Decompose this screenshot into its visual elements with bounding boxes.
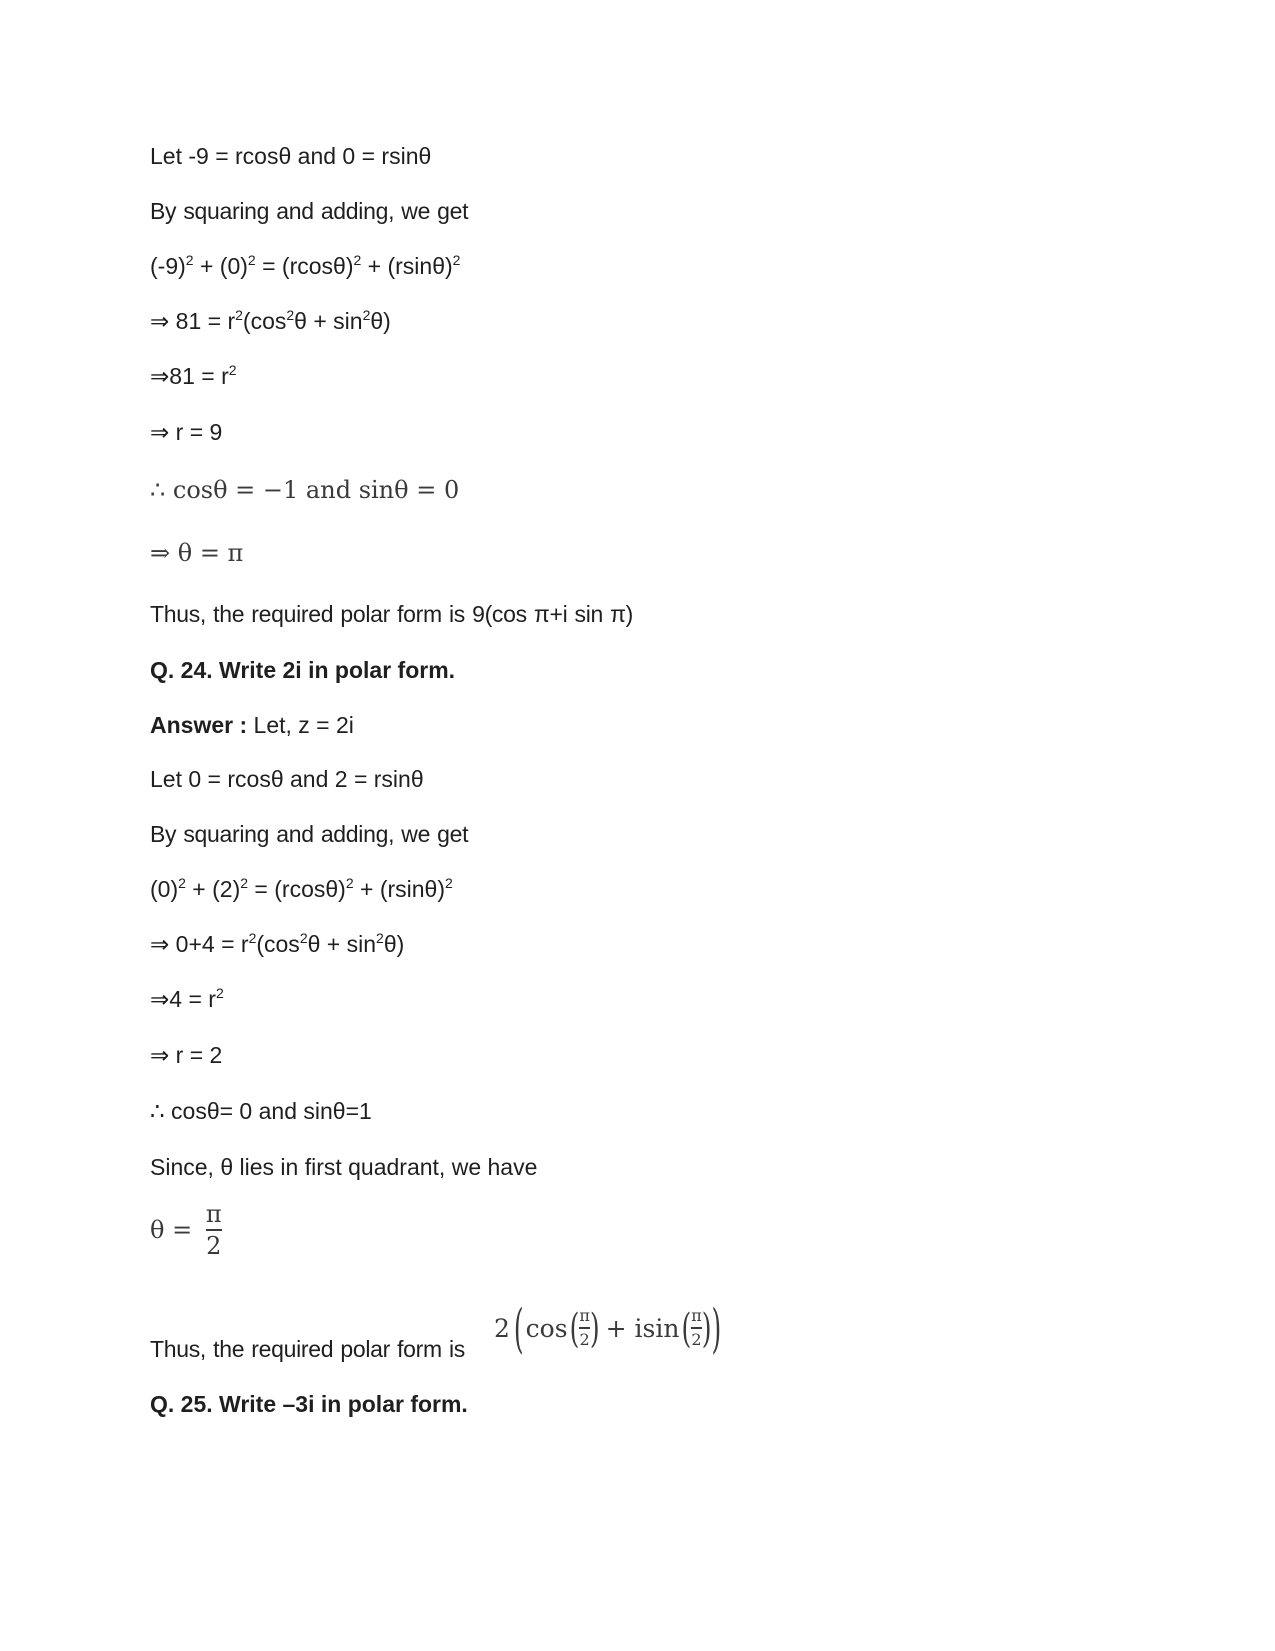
fraction: $\frac{\pi}{2}$ xyxy=(691,1306,702,1349)
math-equation-image: ⇒ θ = π xyxy=(150,539,244,567)
theta-fraction-equation: θ = $\frac{\pi}{2}$ xyxy=(150,1200,222,1260)
equation-line: ⇒ $81 = r^2(\cos^2\theta + \sin^2\theta)$ xyxy=(150,307,391,334)
equation-line: ⇒ r = 9 xyxy=(150,419,223,445)
equation-line: ⇒81 = $r^2$ xyxy=(150,362,237,389)
fraction: $\frac{\pi}{2}$ xyxy=(579,1306,590,1349)
text-line: By squaring and adding, we get xyxy=(150,821,469,847)
text-line: Since, θ lies in first quadrant, we have xyxy=(150,1154,538,1180)
text-line: Thus, the required polar form is 9(cos π+i sin π) xyxy=(150,601,634,627)
math-equation-image: ∴ cosθ = −1 and sinθ = 0 xyxy=(150,476,460,504)
equation-line: $(0)^2 + (2)^2 = (rcos\theta)^2 + (rsin\theta)^2$ xyxy=(150,875,453,902)
equation-line: ⇒4 = $r^2$ xyxy=(150,985,224,1012)
equation-line: ⇒ r = 2 xyxy=(150,1042,223,1068)
text-line: Let 0 = rcosθ and 2 = rsinθ xyxy=(150,766,424,792)
answer-label: Answer : xyxy=(150,712,248,738)
question-heading: Q. 25. Write –3i in polar form. xyxy=(150,1391,468,1417)
fraction: $\frac{\pi}{2}$ xyxy=(205,1200,222,1260)
text-line: By squaring and adding, we get xyxy=(150,198,469,224)
equation-line: ⇒ $0+4 = r^2(\cos^2\theta + \sin^2\theta)$ xyxy=(150,930,405,957)
text-line: Let -9 = rcosθ and 0 = rsinθ xyxy=(150,143,432,169)
question-heading: Q. 24. Write 2i in polar form. xyxy=(150,657,456,683)
text-line: ∴ cosθ= 0 and sinθ=1 xyxy=(150,1098,372,1124)
answer-line: Answer : Let, z = 2i xyxy=(150,712,354,738)
text-line: Thus, the required polar form is xyxy=(150,1336,465,1362)
equation-line: $(-9)^2 + (0)^2 = (rcos\theta)^2 + (rsin\theta)^2$ xyxy=(150,252,461,279)
polar-form-equation-image: 2 ( cos ( $\frac{\pi}{2}$ ) + isin ( $\frac{\pi}{2}$ ) ) xyxy=(494,1297,722,1359)
